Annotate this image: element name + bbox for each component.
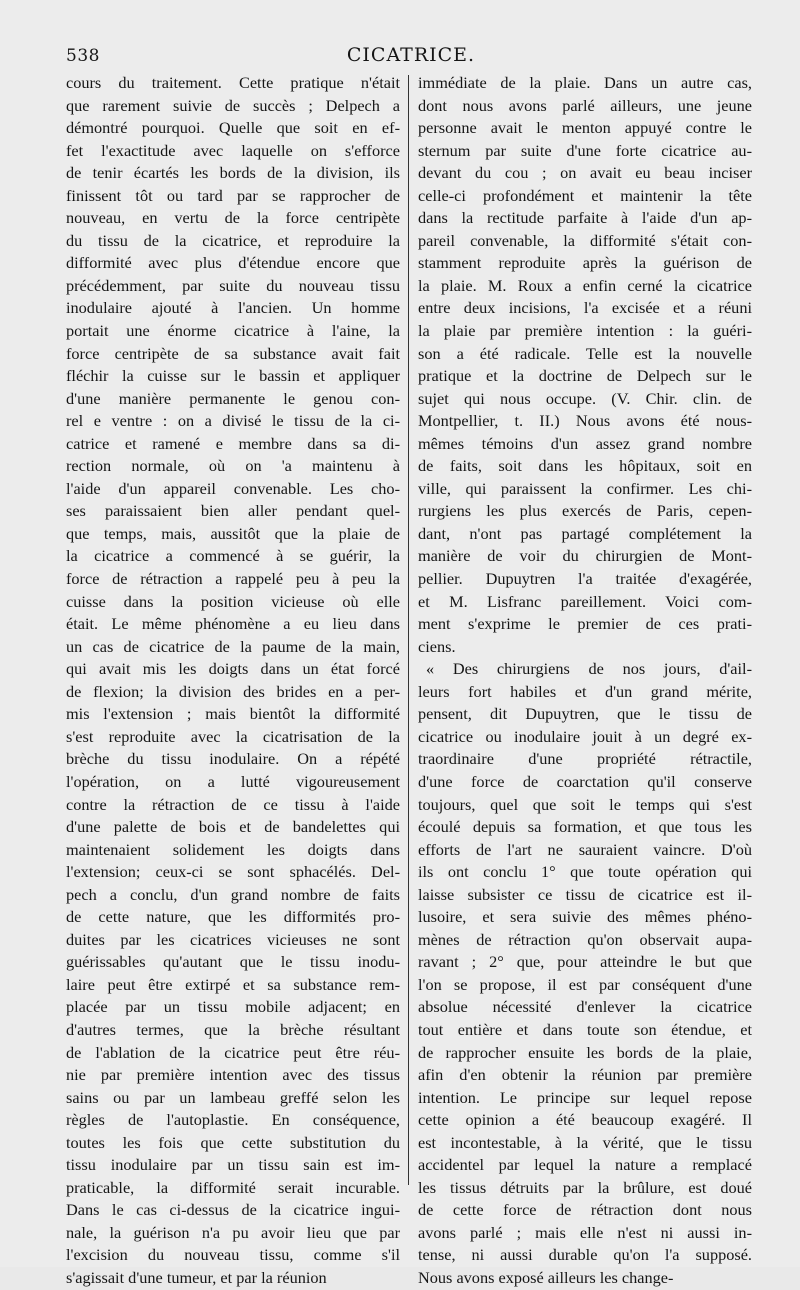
text-line: pensent, dit Dupuytren, que le tissu de [418, 704, 752, 724]
text-line: personne avait le menton appuyé contre le [418, 118, 752, 138]
text-line: est incontestable, à la vérité, que le tissu [418, 1132, 752, 1152]
text-line: force de rétraction a rappelé peu à peu la [66, 569, 400, 589]
text-line: tissu inodulaire par un tissu sain est im- [66, 1155, 400, 1175]
text-line: maintenaient solidement les doigts dans [66, 839, 400, 859]
text-line: dont nous avons parlé ailleurs, une jeune [418, 95, 752, 115]
text-line: l'aide d'un appareil convenable. Les cho- [66, 478, 400, 498]
page-number: 538 [66, 46, 100, 66]
text-line: lusoire, et sera suivie des mêmes phéno- [418, 907, 752, 927]
text-line: placée par un tissu mobile adjacent; en [66, 997, 400, 1017]
text-line: de tenir écartés les bords de la division, ils [66, 163, 400, 183]
text-line: mêmes témoins d'un assez grand nombre [418, 433, 752, 453]
text-line: du tissu de la cicatrice, et reproduire la [66, 230, 400, 250]
text-line: brèche du tissu inodulaire. On a répété [66, 749, 400, 769]
text-line: « Des chirurgiens de nos jours, d'ail- [426, 659, 752, 679]
text-line: ciens. [418, 636, 456, 656]
text-line: de cette force de rétraction dont nous [418, 1200, 752, 1220]
text-line: cuisse dans la position vicieuse où elle [66, 591, 400, 611]
text-line: que rarement suivie de succès ; Delpech a [66, 95, 400, 115]
text-line: traordinaire d'une propriété rétractile, [418, 749, 752, 769]
text-line: l'excision du nouveau tissu, comme s'il [66, 1245, 400, 1265]
text-line: d'une manière permanente le genou con- [66, 388, 400, 408]
text-line: portait une énorme cicatrice à l'aine, la [66, 321, 400, 341]
text-line: manière de voir du chirurgien de Mont- [418, 546, 752, 566]
text-line: nale, la guérison n'a pu avoir lieu que par [66, 1222, 400, 1242]
text-line: laire peut être extirpé et sa substance rem- [66, 974, 400, 994]
text-line: afin d'en obtenir la réunion par première [418, 1065, 752, 1085]
text-line: était. Le même phénomène a eu lieu dans [66, 614, 400, 634]
text-line: mènes de rétraction qu'on observait aupa- [418, 929, 752, 949]
text-line: Nous avons exposé ailleurs les change- [418, 1267, 674, 1287]
text-line: l'on se propose, il est par conséquent d'une [418, 974, 752, 994]
text-line: sternum par suite d'une forte cicatrice au- [418, 140, 752, 160]
text-line: duites par les cicatrices vicieuses ne sont [66, 929, 400, 949]
text-line: pech a conclu, d'un grand nombre de faits [66, 884, 400, 904]
text-line: pratique et la doctrine de Delpech sur le [418, 366, 752, 386]
text-line: de rapprocher ensuite les bords de la plaie, [418, 1042, 752, 1062]
text-line: intention. Le principe sur lequel repose [418, 1087, 752, 1107]
text-line: cours du traitement. Cette pratique n'était [66, 73, 400, 92]
text-line: rel e ventre : on a divisé le tissu de la ci- [66, 411, 400, 431]
text-line: les tissus détruits par la brûlure, est doué [418, 1177, 752, 1197]
column-divider [408, 75, 409, 1185]
text-line: dans la rectitude parfaite à l'aide d'un ap- [418, 208, 752, 228]
text-line: de faits, soit dans les hôpitaux, soit en [418, 456, 752, 476]
text-line: avons parlé ; mais elle n'est ni aussi in- [418, 1222, 752, 1242]
text-line: un cas de cicatrice de la paume de la main, [66, 636, 400, 656]
text-line: la cicatrice a commencé à se guérir, la [66, 546, 400, 566]
text-line: cette opinion a été beaucoup exagéré. Il [418, 1110, 752, 1130]
text-line: règles de l'autoplastie. En conséquence, [66, 1110, 400, 1130]
page-header [66, 44, 756, 70]
text-line: pareil convenable, la difformité s'était con- [418, 230, 752, 250]
text-line: entre deux incisions, l'a excisée et a réuni [418, 298, 752, 318]
text-line: nie par première intention avec des tissus [66, 1065, 400, 1085]
text-line: précédemment, par suite du nouveau tissu [66, 275, 400, 295]
text-line: sujet qui nous occupe. (V. Chir. clin. de [418, 388, 752, 408]
text-line: la plaie par première intention : la guéri- [418, 321, 752, 341]
text-line: catrice et ramené e membre dans sa di- [66, 433, 400, 453]
text-line: et M. Lisfranc pareillement. Voici com- [418, 591, 752, 611]
text-line: sains ou par un lambeau greffé selon les [66, 1087, 400, 1107]
text-line: la plaie. M. Roux a enfin cerné la cicatrice [418, 275, 752, 295]
text-line: difformité avec plus d'étendue encore que [66, 253, 400, 273]
text-line: praticable, la difformité serait incurable. [66, 1177, 400, 1197]
text-line: absolue nécessité d'enlever la cicatrice [418, 997, 752, 1017]
text-line: d'une palette de bois et de bandelettes qui [66, 817, 400, 837]
text-line: finissent tôt ou tard par se rapprocher de [66, 185, 400, 205]
text-line: s'est reproduite avec la cicatrisation de la [66, 726, 400, 746]
text-line: devant du cou ; on avait eu beau inciser [418, 163, 752, 183]
text-line: pellier. Dupuytren l'a traitée d'exagérée, [418, 569, 752, 589]
text-line: son a été radicale. Telle est la nouvelle [418, 343, 752, 363]
running-title: CICATRICE. [346, 44, 476, 66]
text-line: Dans le cas ci-dessus de la cicatrice ingui- [66, 1200, 400, 1220]
text-line: contre la rétraction de ce tissu à l'aide [66, 794, 400, 814]
left-text-column [66, 72, 400, 1290]
text-line: de flexion; la division des brides en a per- [66, 681, 400, 701]
text-line: inodulaire ajouté à l'ancien. Un homme [66, 298, 400, 318]
text-line: écoulé depuis sa formation, et que tous les [418, 817, 752, 837]
text-line: cicatrice ou inodulaire jouit à un degré ex- [418, 726, 752, 746]
text-line: stamment reproduite après la guérison de [418, 253, 752, 273]
text-line: dant, n'ont pas partagé complétement la [418, 523, 752, 543]
text-line: immédiate de la plaie. Dans un autre cas, [418, 73, 752, 92]
text-line: d'autres termes, que la brèche résultant [66, 1019, 400, 1039]
text-line: efforts de l'art ne sauraient vaincre. D'où [418, 839, 752, 859]
text-line: ravant ; 2° que, pour atteindre le but que [418, 952, 752, 972]
text-line: laisse subsister ce tissu de cicatrice est il- [418, 884, 752, 904]
text-line: tense, ni aussi durable qu'on l'a supposé. [418, 1245, 752, 1265]
text-line: nouveau, en vertu de la force centripète [66, 208, 400, 228]
text-line: rection normale, où on 'a maintenu à [66, 456, 400, 476]
text-line: que temps, mais, aussitôt que la plaie de [66, 523, 400, 543]
text-line: l'opération, on a lutté vigoureusement [66, 771, 400, 791]
text-line: ils ont conclu 1° que toute opération qui [418, 862, 752, 882]
text-line: toujours, quel que soit le temps qui s'est [418, 794, 752, 814]
text-line: d'une force de coarctation qu'il conserve [418, 771, 752, 791]
text-line: de l'ablation de la cicatrice peut être réu- [66, 1042, 400, 1062]
text-line: celle-ci profondément et maintenir la tête [418, 185, 752, 205]
text-line: rurgiens les plus exercés de Paris, cepen- [418, 501, 752, 521]
text-line: fléchir la cuisse sur le bassin et appliquer [66, 366, 400, 386]
text-line: de cette nature, que les difformités pro- [66, 907, 400, 927]
text-line: ses paraissaient bien aller pendant quel- [66, 501, 400, 521]
text-line: accidentel par lequel la nature a remplacé [418, 1155, 752, 1175]
right-text-column [418, 72, 752, 1290]
text-line: démontré pourquoi. Quelle que soit en ef- [66, 118, 400, 138]
text-line: force centripète de sa substance avait fait [66, 343, 400, 363]
text-line: toutes les fois que cette substitution du [66, 1132, 400, 1152]
text-line: Montpellier, t. II.) Nous avons été nous- [418, 411, 752, 431]
text-line: ment s'exprime le premier de ces prati- [418, 614, 752, 634]
text-line: s'agissait d'une tumeur, et par la réunion [66, 1267, 327, 1287]
text-line: ville, qui paraissent la confirmer. Les chi- [418, 478, 752, 498]
text-line: mis l'extension ; mais bientôt la difformité [66, 704, 400, 724]
text-line: l'extension; ceux-ci se sont sphacélés. Del- [66, 862, 400, 882]
text-line: guérissables qu'autant que le tissu inodu- [66, 952, 400, 972]
text-line: tout entière et dans toute son étendue, et [418, 1019, 752, 1039]
text-line: qui avait mis les doigts dans un état forcé [66, 659, 400, 679]
text-line: fet l'exactitude avec laquelle on s'efforce [66, 140, 400, 160]
text-line: leurs fort habiles et d'un grand mérite, [418, 681, 752, 701]
